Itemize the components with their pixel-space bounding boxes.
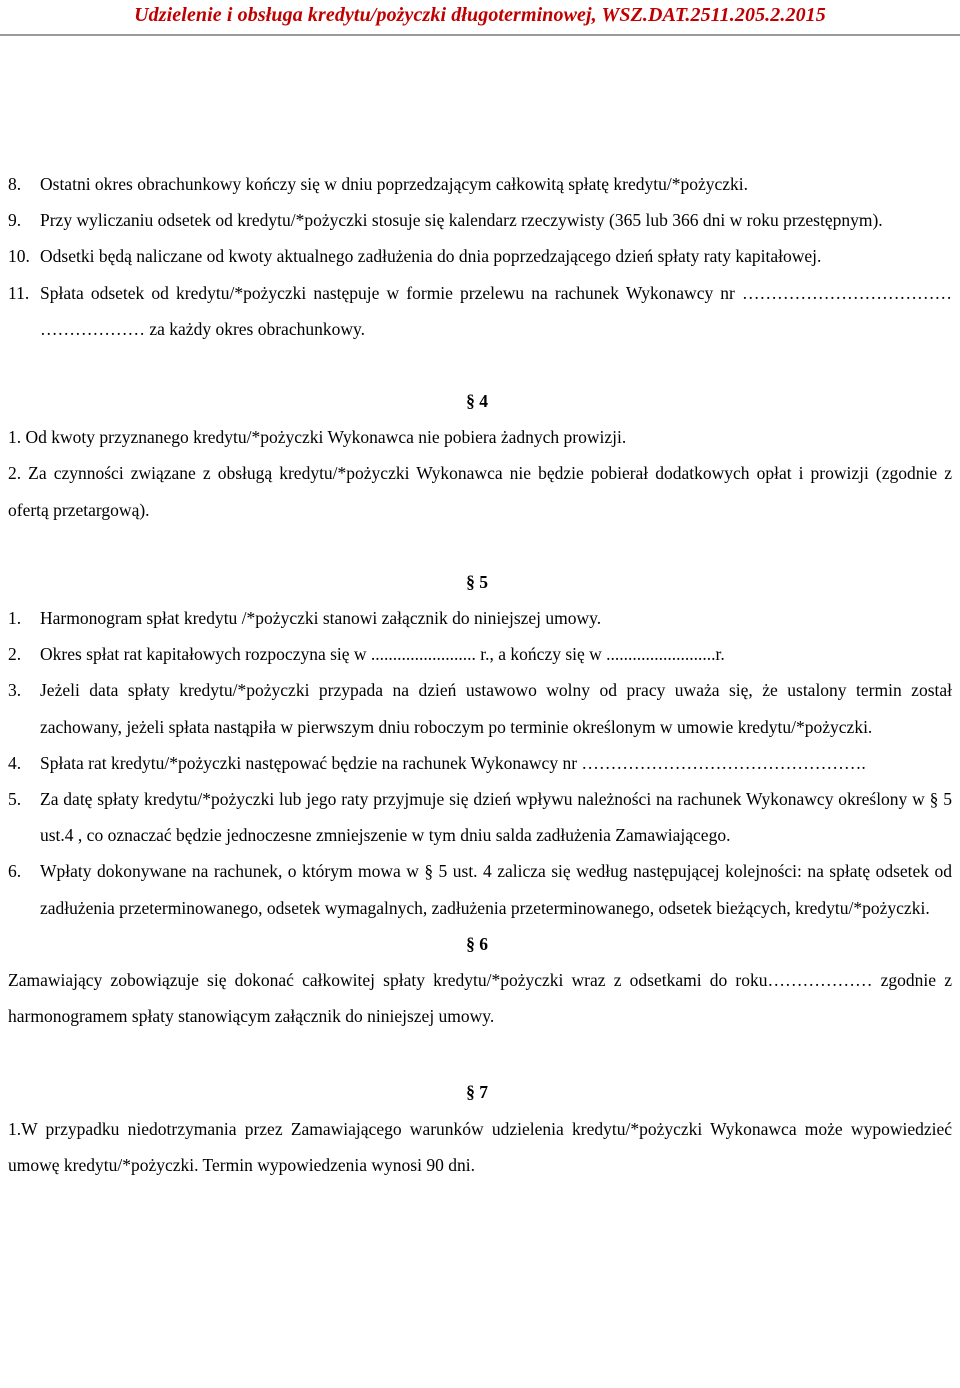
item-text: Odsetki będą naliczane od kwoty aktualnego zadłużenia do dnia poprzedzającego dzień spłaty raty kapitałowej. bbox=[40, 246, 822, 267]
header-divider bbox=[0, 34, 960, 36]
item-text: Przy wyliczaniu odsetek od kredytu/*pożyczki stosuje się kalendarz rzeczywisty (365 lub 366 dni w roku przestępnym). bbox=[40, 210, 883, 231]
item-number: 4. bbox=[8, 752, 22, 773]
item-number: 6. bbox=[8, 861, 22, 882]
document-body bbox=[8, 166, 952, 1183]
list-item bbox=[8, 202, 952, 238]
item-number: 10. bbox=[8, 246, 30, 267]
section-4-heading: § 4 bbox=[466, 391, 488, 412]
item-number: 8. bbox=[8, 174, 22, 194]
list-item bbox=[8, 672, 952, 744]
list-item bbox=[8, 636, 952, 672]
item-text: Okres spłat rat kapitałowych rozpoczyna się w ........................ r., a kończy się w .........................r. bbox=[40, 644, 725, 665]
section-4-paragraph-2: 2. Za czynności związane z obsługą kredytu/*pożyczki Wykonawca nie będzie pobierał dodatkowych opłat i prowizji (zgodnie z ofertą przetargową). bbox=[8, 463, 952, 520]
list-item bbox=[8, 275, 952, 347]
item-number: 2. bbox=[8, 644, 22, 665]
item-number: 3. bbox=[8, 680, 22, 701]
section-4-paragraph-1: 1. Od kwoty przyznanego kredytu/*pożyczki Wykonawca nie pobiera żadnych prowizji. bbox=[8, 427, 627, 448]
list-item bbox=[8, 166, 952, 202]
item-text: Jeżeli data spłaty kredytu/*pożyczki przypada na dzień ustawowo wolny od pracy uważa się, że ustalony termin został zachowany, jeżeli spłata nastąpiła w pierwszym dniu roboczym po terminie określonym w umowie kredytu/*pożyczki. bbox=[40, 680, 952, 737]
section-5-heading: § 5 bbox=[466, 571, 488, 592]
item-number: 5. bbox=[8, 789, 22, 810]
list-item bbox=[8, 853, 952, 925]
section-7-paragraph: 1.W przypadku niedotrzymania przez Zamawiającego warunków udzielenia kredytu/*pożyczki Wykonawca może wypowiedzieć umowę kredytu/*pożyczki. Termin wypowiedzenia wynosi 90 dni. bbox=[8, 1118, 952, 1175]
item-number: 1. bbox=[8, 608, 22, 629]
item-text: Ostatni okres obrachunkowy kończy się w dniu poprzedzającym całkowitą spłatę kredytu/*pożyczki. bbox=[40, 174, 749, 194]
item-number: 9. bbox=[8, 210, 22, 231]
section-6-heading: § 6 bbox=[466, 933, 488, 954]
list-item bbox=[8, 781, 952, 853]
list-item bbox=[8, 238, 952, 274]
item-text: Za datę spłaty kredytu/*pożyczki lub jego raty przyjmuje się dzień wpływu należności na rachunek Wykonawcy określony w § 5 ust.4 , co oznaczać będzie jednoczesne zmniejszenie w tym dniu salda zadłużenia Zamawiającego. bbox=[40, 789, 952, 846]
section-6-paragraph: Zamawiający zobowiązuje się dokonać całkowitej spłaty kredytu/*pożyczki wraz z odsetkami do roku……………… zgodnie z harmonogramem spłaty stanowiącym załącznik do niniejszej umowy. bbox=[8, 970, 952, 1027]
list-item bbox=[8, 600, 952, 636]
item-text: Spłata odsetek od kredytu/*pożyczki następuje w formie przelewu na rachunek Wykonawcy nr ……………………………… ……………… za każdy okres obrachunkowy. bbox=[40, 282, 952, 339]
item-text: Harmonogram spłat kredytu /*pożyczki stanowi załącznik do niniejszej umowy. bbox=[40, 608, 602, 629]
item-text: Spłata rat kredytu/*pożyczki następować będzie na rachunek Wykonawcy nr …………………………………………. bbox=[40, 752, 866, 773]
item-number: 11. bbox=[8, 282, 30, 303]
document-header-title: Udzielenie i obsługa kredytu/pożyczki długoterminowej, WSZ.DAT.2511.205.2.2015 bbox=[134, 4, 826, 26]
item-text: Wpłaty dokonywane na rachunek, o którym mowa w § 5 ust. 4 zalicza się według następującej kolejności: na spłatę odsetek od zadłużenia przeterminowanego, odsetek wymagalnych, zadłużenia przeterminowanego, odsetek bieżących, kredytu/*pożyczki. bbox=[40, 861, 952, 918]
list-item bbox=[8, 745, 952, 781]
section-7-heading: § 7 bbox=[466, 1082, 488, 1103]
